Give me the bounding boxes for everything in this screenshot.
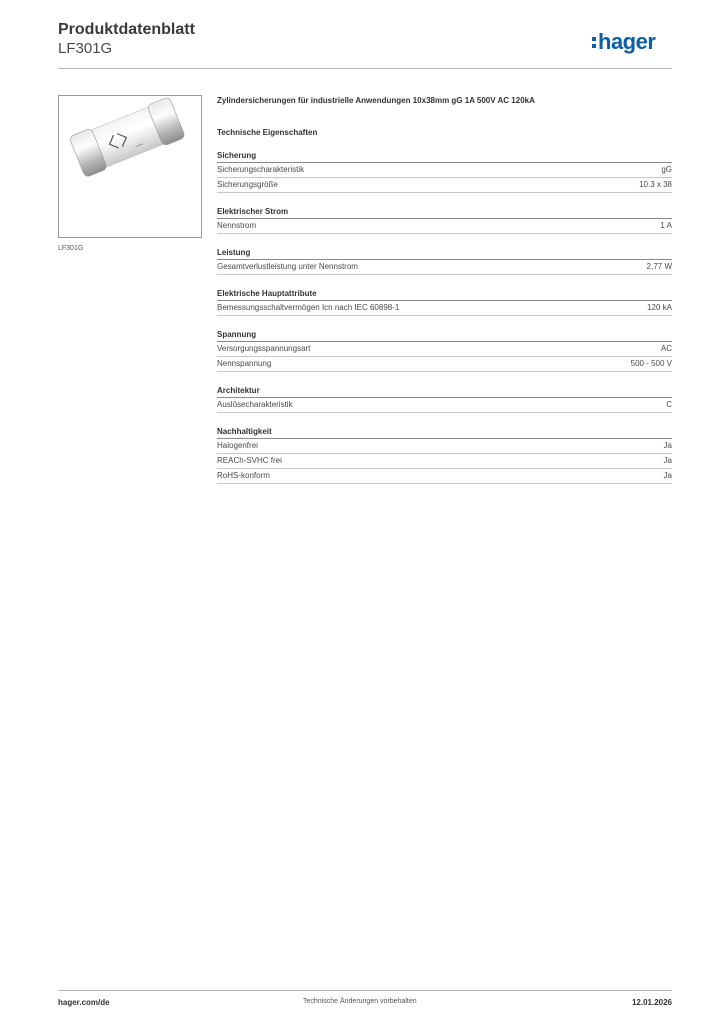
spec-row <box>217 178 672 193</box>
spec-value: 2,77 W <box>646 262 672 271</box>
spec-row <box>217 398 672 413</box>
spec-value: Ja <box>663 441 672 450</box>
spec-label: Auslösecharakteristik <box>217 400 293 409</box>
fuse-cartridge-icon <box>59 96 201 237</box>
spec-label: REACh-SVHC frei <box>217 456 282 465</box>
spec-row <box>217 260 672 275</box>
spec-row <box>217 301 672 316</box>
spec-value: 120 kA <box>647 303 672 312</box>
spec-label: Halogenfrei <box>217 441 258 450</box>
product-details <box>217 96 672 484</box>
spec-label: Versorgungsspannungsart <box>217 344 311 353</box>
footer-note: Technische Änderungen vorbehalten <box>303 998 417 1005</box>
section-heading: Nachhaltigkeit <box>217 427 672 439</box>
section-heading: Architektur <box>217 386 672 398</box>
spec-value: AC <box>660 344 672 353</box>
section-heading: Leistung <box>217 248 672 260</box>
product-image <box>58 95 202 238</box>
spec-value: Ja <box>663 471 672 480</box>
spec-label: Sicherungsgröße <box>217 180 278 189</box>
tech-properties-heading: Technische Eigenschaften <box>217 128 318 137</box>
spec-row <box>217 219 672 234</box>
spec-row <box>217 454 672 469</box>
section-heading: Spannung <box>217 330 672 342</box>
footer-date: 12.01.2026 <box>631 998 672 1007</box>
spec-row <box>217 163 672 178</box>
page-title: Produktdatenblatt <box>58 21 195 38</box>
spec-label: Nennstrom <box>217 221 257 230</box>
section-heading: Elektrischer Strom <box>217 207 672 219</box>
spec-row <box>217 439 672 454</box>
logo-text: hager <box>598 29 656 54</box>
footer-divider <box>58 990 672 991</box>
spec-sections <box>217 151 672 484</box>
image-caption: LF301G <box>58 245 84 252</box>
spec-row <box>217 342 672 357</box>
spec-row <box>217 469 672 484</box>
spec-value: 10.3 x 38 <box>639 180 672 189</box>
hager-logo <box>592 28 674 56</box>
spec-value: C <box>666 400 672 409</box>
section-heading: Elektrische Hauptattribute <box>217 289 672 301</box>
header-divider <box>58 68 672 69</box>
spec-label: Gesamtverlustleistung unter Nennstrom <box>217 262 358 271</box>
spec-label: Bemessungsschaltvermögen Icn nach IEC 60898-1 <box>217 303 400 312</box>
spec-label: Sicherungscharakteristik <box>217 165 305 174</box>
spec-row <box>217 357 672 372</box>
spec-label: Nennspannung <box>217 359 272 368</box>
spec-value: 1 A <box>660 221 672 230</box>
section-heading: Sicherung <box>217 151 672 163</box>
spec-value: Ja <box>663 456 672 465</box>
product-description: Zylindersicherungen für industrielle Anwendungen 10x38mm gG 1A 500V AC 120kA <box>217 96 535 105</box>
product-code: LF301G <box>58 40 113 57</box>
spec-value: gG <box>661 165 672 174</box>
spec-label: RoHS-konform <box>217 471 270 480</box>
footer-website[interactable]: hager.com/de <box>58 998 110 1007</box>
spec-value: 500 - 500 V <box>630 359 672 368</box>
